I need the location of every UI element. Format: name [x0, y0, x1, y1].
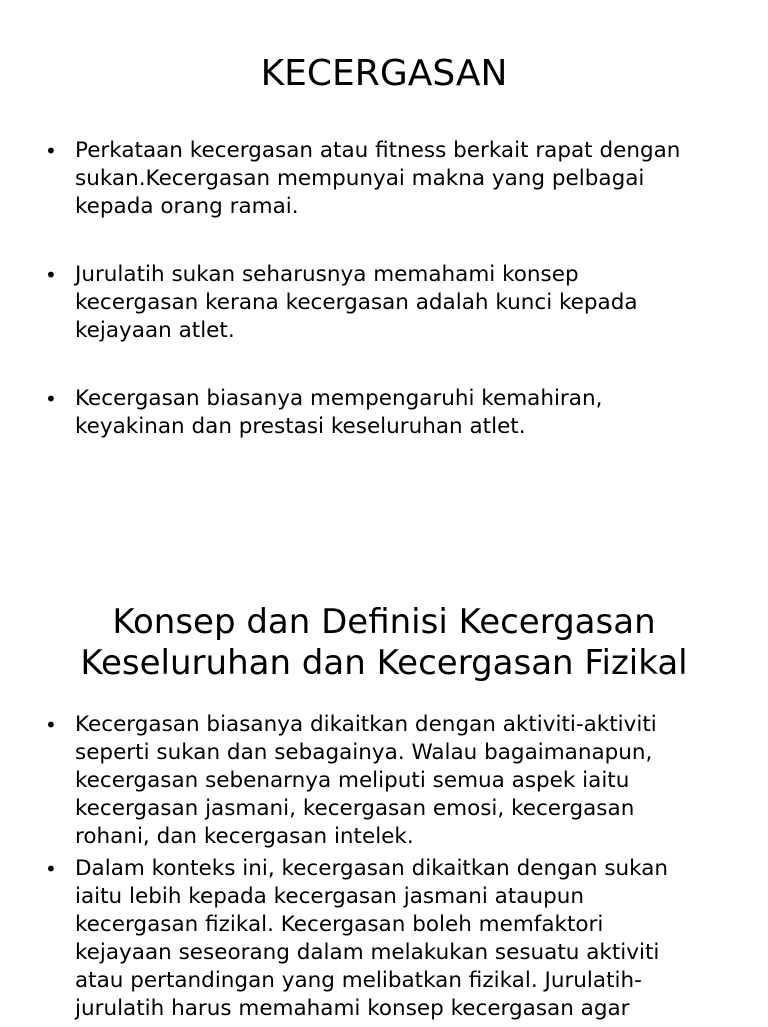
bullet-text-line: Kecergasan biasanya mempengaruhi kemahiran,: [75, 386, 603, 411]
bullet-text-line: kejayaan seseorang dalam melakukan sesuatu aktiviti: [75, 940, 660, 965]
slide-title: KECERGASAN: [260, 53, 508, 94]
bullet-text-line: kejayaan atlet.: [75, 318, 235, 343]
bullet-text-line: kecergasan jasmani, kecergasan emosi, kecergasan: [75, 796, 635, 821]
bullet-dot-icon: •: [45, 857, 57, 881]
bullet-text-line: kecergasan sebenarnya meliputi semua aspek iaitu: [75, 768, 630, 793]
bullet-item: [45, 711, 735, 851]
slide-konsep-definisi: [0, 512, 768, 1024]
slide-title: [0, 602, 768, 684]
slide-title-line: Konsep dan Definisi Kecergasan: [112, 602, 656, 642]
bullet-text-line: jurulatih harus memahami konsep kecergasan agar: [75, 996, 630, 1021]
bullet-text-line: Jurulatih sukan seharusnya memahami konsep: [75, 262, 579, 287]
bullet-text-line: Kecergasan biasanya dikaitkan dengan aktiviti-aktiviti: [75, 712, 657, 737]
bullet-text-line: kecergasan fizikal. Kecergasan boleh memfaktori: [75, 912, 604, 937]
bullet-text-line: keyakinan dan prestasi keseluruhan atlet.: [75, 414, 526, 439]
bullet-text-line: atau pertandingan yang melibatkan fizikal. Jurulatih-: [75, 968, 642, 993]
bullet-item: [45, 261, 735, 345]
bullet-text-line: Dalam konteks ini, kecergasan dikaitkan dengan sukan: [75, 856, 669, 881]
bullet-text-line: kepada orang ramai.: [75, 194, 299, 219]
bullet-text-line: kecergasan kerana kecergasan adalah kunci kepada: [75, 290, 638, 315]
slide-title-line: Keseluruhan dan Kecergasan Fizikal: [80, 643, 688, 683]
bullet-list: [45, 711, 735, 1027]
slide-kecergasan: [0, 0, 768, 512]
bullet-item: [45, 385, 735, 441]
bullet-dot-icon: •: [45, 263, 57, 287]
bullet-dot-icon: •: [45, 387, 57, 411]
bullet-text-line: seperti sukan dan sebagainya. Walau bagaimanapun,: [75, 740, 653, 765]
bullet-text-line: rohani, dan kecergasan intelek.: [75, 824, 414, 849]
bullet-text-line: Perkataan kecergasan atau fitness berkait rapat dengan: [75, 138, 681, 163]
bullet-text-line: sukan.Kecergasan mempunyai makna yang pelbagai: [75, 166, 645, 191]
bullet-item: [45, 137, 735, 221]
bullet-dot-icon: •: [45, 713, 57, 737]
bullet-dot-icon: •: [45, 139, 57, 163]
bullet-list: [45, 137, 735, 481]
bullet-item: [45, 855, 735, 1023]
bullet-text-line: iaitu lebih kepada kecergasan jasmani ataupun: [75, 884, 584, 909]
